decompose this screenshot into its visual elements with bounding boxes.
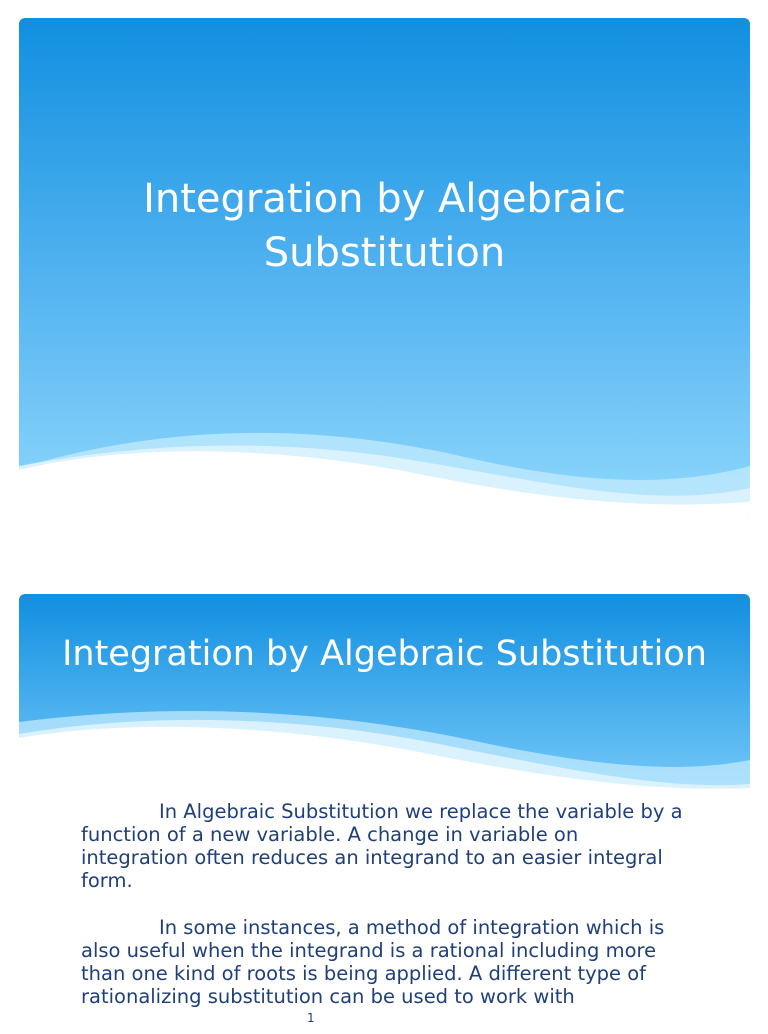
content-slide bbox=[19, 594, 750, 1034]
page-number: 1 bbox=[307, 1011, 315, 1025]
slide-title-line-1: Integration by Algebraic bbox=[143, 176, 626, 222]
slide-title bbox=[19, 172, 750, 280]
slide-title: Integration by Algebraic Substitution bbox=[62, 634, 707, 674]
body-paragraph-1: In Algebraic Substitution we replace the variable by a function of a new variable. A change in variable on integration often reduces an integrand to an easier integral form. bbox=[81, 800, 683, 892]
slide-title-line-2: Substitution bbox=[263, 230, 506, 276]
body-paragraph-2: In some instances, a method of integration which is also useful when the integrand is a rational including more than one kind of roots is being applied. A different type of rationalizing substitution can be used to work with bbox=[81, 916, 665, 1008]
slide-body bbox=[81, 800, 691, 1032]
title-slide bbox=[19, 18, 750, 518]
